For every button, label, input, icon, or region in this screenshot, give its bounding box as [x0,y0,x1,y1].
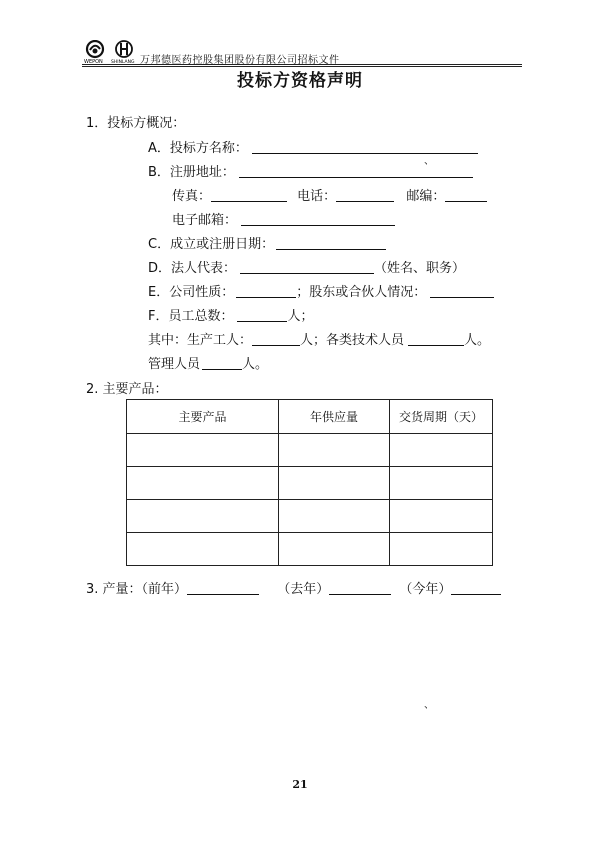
email-label: 电子邮箱： [172,213,238,228]
managers-label: 管理人员 [148,357,201,372]
shareholders-label: ；股东或合伙人情况： [296,285,427,300]
table-row [127,434,493,467]
legal-rep-suffix: （姓名、职务） [374,261,466,276]
section-output-heading: 3. 产量： [86,582,142,597]
table-cell[interactable] [390,533,493,566]
this-year-label: （今年） [399,582,452,597]
row-managers [148,353,268,372]
row-staff-breakdown [148,329,490,348]
managers-field[interactable] [202,356,242,370]
header-rule-top [82,64,522,65]
phone-field[interactable] [336,188,394,202]
row-output [86,578,501,597]
phone-label: 电话： [297,189,337,204]
wepon-logo [82,40,110,64]
founded-date-field[interactable] [276,236,386,250]
table-cell[interactable] [390,467,493,500]
row-legal-rep [148,257,465,276]
staff-total-unit: 人； [287,309,314,324]
table-cell[interactable] [390,434,493,467]
row-founded-date [148,233,386,252]
shinlang-logo [110,40,138,64]
bidder-name-label: A．投标方名称： [148,141,248,156]
zip-field[interactable] [445,188,487,202]
products-table-header [127,400,493,434]
production-workers-label: 其中：生产工人： [148,333,253,348]
page-number: 21 [292,778,308,791]
wepon-logo-caption: WEPON [84,59,103,64]
table-cell[interactable] [279,500,390,533]
table-cell[interactable] [127,500,279,533]
zip-label: 邮编： [406,189,446,204]
staff-total-field[interactable] [237,308,287,322]
table-row [127,500,493,533]
managers-unit: 人。 [242,357,269,372]
col-product: 主要产品 [127,400,279,434]
table-row [127,533,493,566]
page-title: 投标方资格声明 [237,71,363,91]
bidder-name-field[interactable] [252,140,478,154]
email-field[interactable] [241,212,395,226]
table-row [127,467,493,500]
section-products-heading: 2. 主要产品： [86,382,168,397]
table-cell[interactable] [127,467,279,500]
header-company-doc: 万邦德医药控股集团股份有限公司招标文件 [140,55,340,66]
prev-year-field[interactable] [187,581,259,595]
row-company-nature [148,281,494,300]
company-nature-label: E．公司性质： [148,285,235,300]
last-year-label: （去年） [277,582,330,597]
table-cell[interactable] [279,434,390,467]
legal-rep-label: D．法人代表： [148,261,237,276]
col-delivery-cycle: 交货周期（天） [390,400,493,434]
registered-address-label: B．注册地址： [148,165,235,180]
legal-rep-field[interactable] [240,260,374,274]
staff-total-label: F．员工总数： [148,309,234,324]
row-contact [172,185,487,204]
table-cell[interactable] [279,467,390,500]
technicians-label: 人；各类技术人员 [300,333,405,348]
production-workers-field[interactable] [252,332,300,346]
this-year-field[interactable] [451,581,501,595]
table-cell[interactable] [279,533,390,566]
prev-year-label: （前年） [141,582,188,597]
fax-label: 传真： [172,189,212,204]
technicians-unit: 人。 [464,333,491,348]
stray-mark: 、 [424,156,434,167]
shinlang-logo-caption: SHINLANG [111,60,135,64]
row-staff-total [148,305,314,324]
registered-address-field[interactable] [239,164,473,178]
fax-field[interactable] [211,188,287,202]
company-nature-field[interactable] [236,284,296,298]
section-overview-heading: 1．投标方概况： [86,116,186,131]
table-cell[interactable] [127,533,279,566]
shareholders-field[interactable] [430,284,494,298]
row-email [172,209,395,228]
technicians-field[interactable] [408,332,464,346]
founded-date-label: C．成立或注册日期： [148,237,275,252]
last-year-field[interactable] [329,581,391,595]
table-cell[interactable] [390,500,493,533]
stray-mark: 、 [424,700,434,711]
table-cell[interactable] [127,434,279,467]
col-annual-supply: 年供应量 [279,400,390,434]
products-table [126,399,493,566]
